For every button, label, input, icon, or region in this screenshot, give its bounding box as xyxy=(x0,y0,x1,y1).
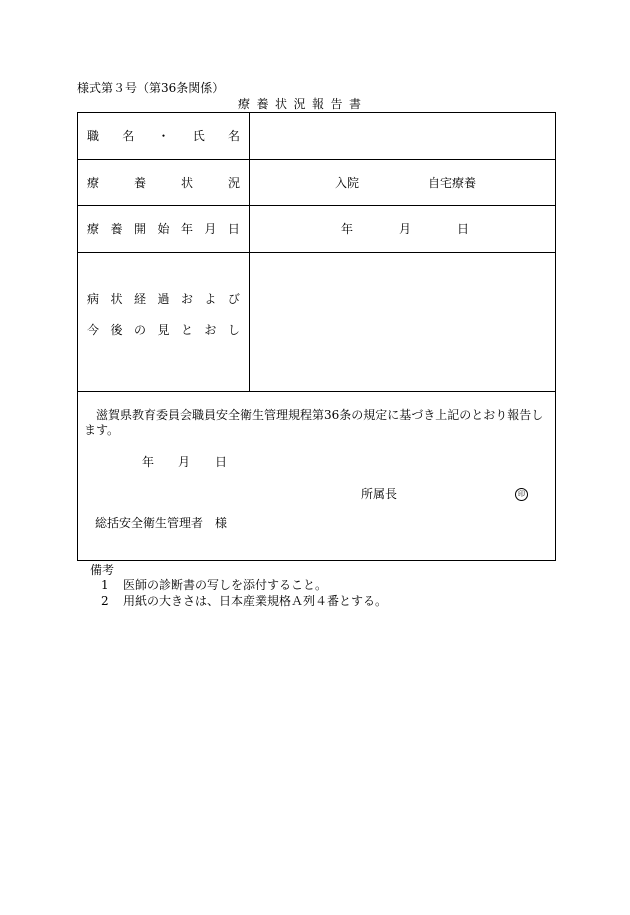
label-char: 病 xyxy=(87,292,100,306)
row-name xyxy=(78,113,555,160)
label-char: 見 xyxy=(157,323,170,337)
label-char: 後 xyxy=(110,323,123,337)
signer-label: 所属長 xyxy=(361,487,398,501)
remark-item xyxy=(101,594,387,608)
label-char: 経 xyxy=(133,292,146,306)
form-title: 療養状況報告書 xyxy=(238,97,368,111)
label-char: 況 xyxy=(227,176,240,190)
label-char: 年 xyxy=(180,222,193,236)
form-number: 様式第３号（第36条関係） xyxy=(77,81,225,95)
label-char: し xyxy=(227,323,240,337)
label-char: 養 xyxy=(133,176,146,190)
report-form-table xyxy=(77,112,556,561)
label-char: 名 xyxy=(122,129,135,143)
remark-number: 1 xyxy=(101,578,109,592)
label-char: 始 xyxy=(157,222,170,236)
label-char: よ xyxy=(204,292,217,306)
row-start-date-label xyxy=(78,206,250,252)
remark-number: 2 xyxy=(101,594,109,608)
label-char: 今 xyxy=(87,323,100,337)
remark-item xyxy=(101,578,327,592)
label-char: お xyxy=(204,323,217,337)
label-char: び xyxy=(227,292,240,306)
label-char: と xyxy=(180,323,193,337)
label-char: 過 xyxy=(157,292,170,306)
row-treatment-status xyxy=(78,160,555,206)
date-year-label: 年 xyxy=(341,222,354,236)
row-condition-outlook xyxy=(78,253,555,392)
condition-outlook-field[interactable] xyxy=(250,253,555,391)
remark-text: 医師の診断書の写しを添付すること。 xyxy=(123,578,328,592)
statement-date-month: 月 xyxy=(178,455,191,469)
label-char: 日 xyxy=(227,222,240,236)
name-field[interactable] xyxy=(250,113,555,159)
report-statement xyxy=(78,392,555,560)
date-day-label: 日 xyxy=(457,222,470,236)
row-start-date xyxy=(78,206,555,253)
date-month-label: 月 xyxy=(399,222,412,236)
label-char: ・ xyxy=(157,129,170,143)
addressee: 総括安全衛生管理者 様 xyxy=(95,516,228,530)
label-char: 名 xyxy=(227,129,240,143)
remarks-title: 備考 xyxy=(90,563,115,577)
label-char: 養 xyxy=(110,222,123,236)
label-char: 月 xyxy=(204,222,217,236)
label-char: 療 xyxy=(87,176,100,190)
label-char: の xyxy=(133,323,146,337)
row-name-label xyxy=(78,113,250,159)
treatment-status-field[interactable] xyxy=(250,160,555,205)
option-home-treatment[interactable]: 自宅療養 xyxy=(428,176,477,190)
remark-text: 用紙の大きさは、日本産業規格Ａ列４番とする。 xyxy=(123,594,388,608)
label-char: 状 xyxy=(180,176,193,190)
row-treatment-status-label xyxy=(78,160,250,205)
label-char: 開 xyxy=(133,222,146,236)
label-char: 状 xyxy=(110,292,123,306)
label-char: お xyxy=(180,292,193,306)
label-char: 職 xyxy=(87,129,100,143)
statement-text: 滋賀県教育委員会職員安全衛生管理規程第36条の規定に基づき上記のとおり報告します。 xyxy=(84,408,544,437)
statement-date-day: 日 xyxy=(215,455,228,469)
label-char: 療 xyxy=(87,222,100,236)
label-char: 氏 xyxy=(192,129,205,143)
option-hospitalization[interactable]: 入院 xyxy=(335,176,360,190)
start-date-field[interactable] xyxy=(250,206,555,252)
seal-icon: 印 xyxy=(515,488,528,501)
row-condition-outlook-label xyxy=(78,253,250,391)
statement-date-year: 年 xyxy=(142,455,155,469)
